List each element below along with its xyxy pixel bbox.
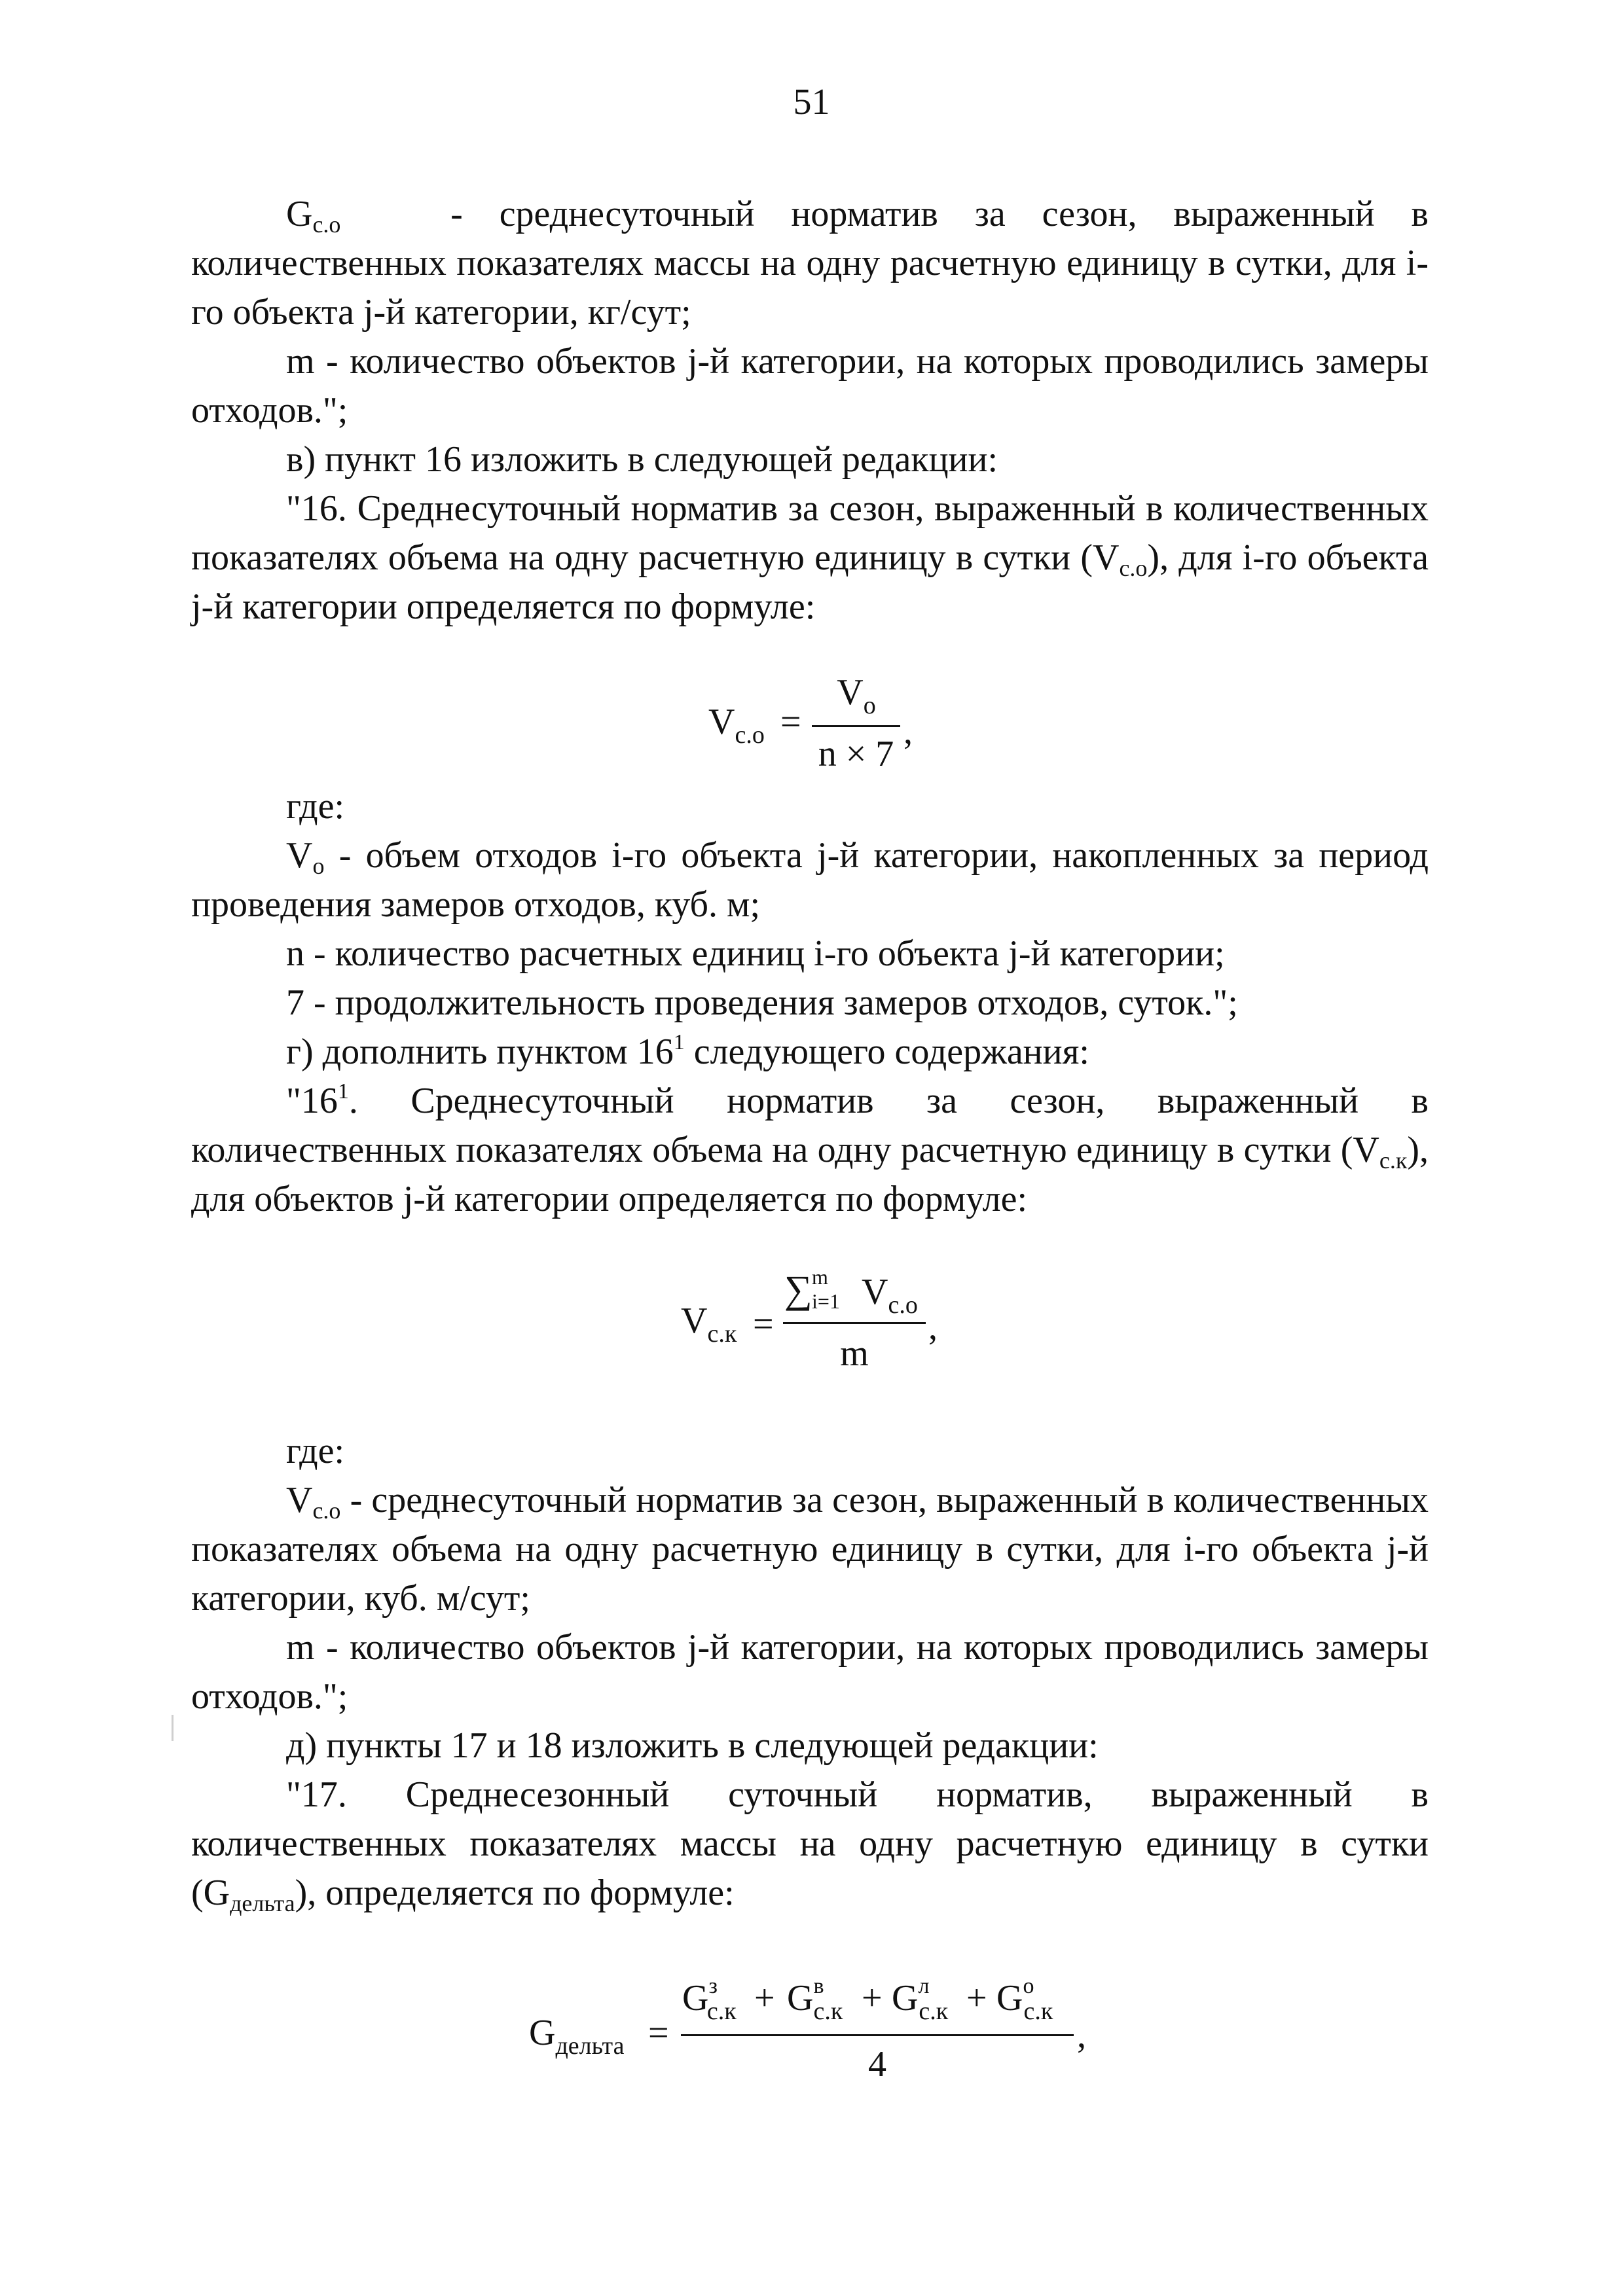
term-sup: о <box>1023 1974 1034 1998</box>
symbol-sub: дельта <box>230 1890 295 1916</box>
where-label: где: <box>286 1431 345 1471</box>
num-sub: с.о <box>888 1291 918 1319</box>
term-sup: в <box>813 1974 824 1998</box>
term-sub: с.к <box>1023 1998 1053 2025</box>
paragraph-text: "17. Среднесезонный суточный норматив, выраженный в количественных показателях массы на одну расчетную единицу в сутки (G <box>191 1774 1429 1913</box>
fraction-bar <box>681 2034 1074 2036</box>
symbol-sub: с.о <box>312 211 341 238</box>
term-winter <box>682 1974 737 2025</box>
definition-vo <box>191 831 1429 929</box>
item-d: д) пункты 17 и 18 изложить в следующей редакции: <box>286 1725 1099 1766</box>
formula-comma: , <box>903 711 913 752</box>
symbol-sub: с.о <box>312 1498 341 1524</box>
symbol-sub: о <box>312 853 325 879</box>
num-symbol: V <box>862 1272 888 1312</box>
lhs-sub: с.о <box>735 721 765 749</box>
numerator <box>811 672 902 719</box>
fraction-bar <box>812 725 900 727</box>
formula-comma: , <box>928 1307 938 1348</box>
definition-7: 7 - продолжительность проведения замеров отходов, суток."; <box>286 982 1238 1023</box>
fraction-bar <box>783 1322 926 1324</box>
term-sub: с.к <box>919 1998 949 2025</box>
formula-lhs <box>529 2013 625 2060</box>
lhs-sub: с.к <box>707 1320 737 1348</box>
lhs-sub: дельта <box>555 2032 625 2060</box>
term-sub: с.к <box>813 1998 843 2025</box>
where-label: где: <box>286 786 345 827</box>
num-sub: о <box>863 692 876 719</box>
fraction <box>811 672 902 719</box>
term-summer <box>892 1974 949 2025</box>
numerator <box>862 1272 918 1319</box>
formula-lhs <box>681 1300 737 1348</box>
paragraph-text: ), определяется по формуле: <box>295 1873 735 1913</box>
paragraph-text: . Среднесуточный норматив за сезон, выраженный в количественных показателях объема на одну расчетную единицу в сутки (V <box>191 1081 1429 1170</box>
equals-sign: = <box>753 1304 774 1344</box>
symbol-v: V <box>286 835 313 876</box>
term-symbol: G <box>892 1978 919 2018</box>
term-sup: л <box>918 1974 930 1998</box>
paragraph-16 <box>191 484 1429 632</box>
page-number: 51 <box>793 82 830 122</box>
text-block-3 <box>191 1427 1429 1918</box>
paragraph-17 <box>191 1770 1429 1918</box>
plus-sign: + <box>754 1978 775 2018</box>
plus-sign: + <box>966 1978 987 2018</box>
definition-g-co <box>191 190 1429 337</box>
term-symbol: G <box>996 1978 1023 2018</box>
formula-lhs <box>708 702 765 749</box>
paragraph-text: ), для объектов j-й категории определяется по формуле: <box>191 1130 1429 1219</box>
item-v: в) пункт 16 изложить в следующей редакции: <box>286 439 998 480</box>
plus-sign: + <box>862 1978 883 2018</box>
paragraph-text: "16 <box>286 1081 338 1121</box>
denominator: n × 7 <box>818 734 894 774</box>
equals-sign: = <box>780 702 801 742</box>
definition-text: - среднесуточный норматив за сезон, выраженный в количественных показателях объема на одну расчетную единицу в сутки, для i-го объекта j-й категории, куб. м/сут; <box>191 1480 1429 1619</box>
term-sub: с.к <box>706 1998 737 2025</box>
definition-n: n - количество расчетных единиц i-го объекта j-й категории; <box>286 933 1225 974</box>
symbol-v: V <box>286 1480 313 1520</box>
term-autumn <box>996 1974 1053 2025</box>
definition-m: m - количество объектов j-й категории, на которых проводились замеры отходов."; <box>191 1627 1429 1717</box>
sum-sign: ∑ <box>784 1268 812 1311</box>
item-text: следующего содержания: <box>684 1031 1089 1072</box>
equals-sign: = <box>648 2013 669 2053</box>
formula-comma: , <box>1077 2015 1086 2056</box>
term-symbol: G <box>787 1978 814 2018</box>
denominator: m <box>840 1333 869 1374</box>
term-spring <box>787 1974 843 2025</box>
num-symbol: V <box>837 672 864 713</box>
paragraph-16-1 <box>191 1077 1429 1224</box>
paragraph-text: ), для i-го объекта j-й категории определяется по формуле: <box>191 537 1429 627</box>
definition-text: - среднесуточный норматив за сезон, выраженный в количественных показателях массы на одну расчетную единицу в сутки, для i-го объекта j-й категории, кг/сут; <box>191 194 1429 332</box>
superscript: 1 <box>337 1079 349 1103</box>
item-text: г) дополнить пунктом 16 <box>286 1031 674 1072</box>
sum-lower: i=1 <box>812 1289 840 1313</box>
symbol-sub: с.к <box>1379 1147 1408 1174</box>
definition-text: - объем отходов i-го объекта j-й категории, накопленных за период проведения замеров отходов, куб. м; <box>191 835 1429 925</box>
lhs-symbol: G <box>529 2013 556 2053</box>
symbol-sub: с.о <box>1119 555 1148 581</box>
text-block-1 <box>191 190 1429 632</box>
paragraph-text: "16. Среднесуточный норматив за сезон, выраженный в количественных показателях объема на одну расчетную единицу в сутки (V <box>191 488 1429 578</box>
definition-m: m - количество объектов j-й категории, на которых проводились замеры отходов."; <box>191 341 1429 431</box>
lhs-symbol: V <box>681 1300 708 1341</box>
lhs-symbol: V <box>708 702 735 742</box>
scan-artifact <box>172 1715 173 1741</box>
term-symbol: G <box>682 1978 709 2018</box>
symbol-g: G <box>286 194 313 234</box>
sum-upper: m <box>812 1265 828 1289</box>
item-g <box>191 1028 1429 1077</box>
superscript: 1 <box>673 1030 685 1054</box>
text-block-2 <box>191 782 1429 1224</box>
denominator: 4 <box>868 2044 886 2085</box>
term-sup: з <box>708 1974 718 1998</box>
definition-vco <box>191 1476 1429 1623</box>
